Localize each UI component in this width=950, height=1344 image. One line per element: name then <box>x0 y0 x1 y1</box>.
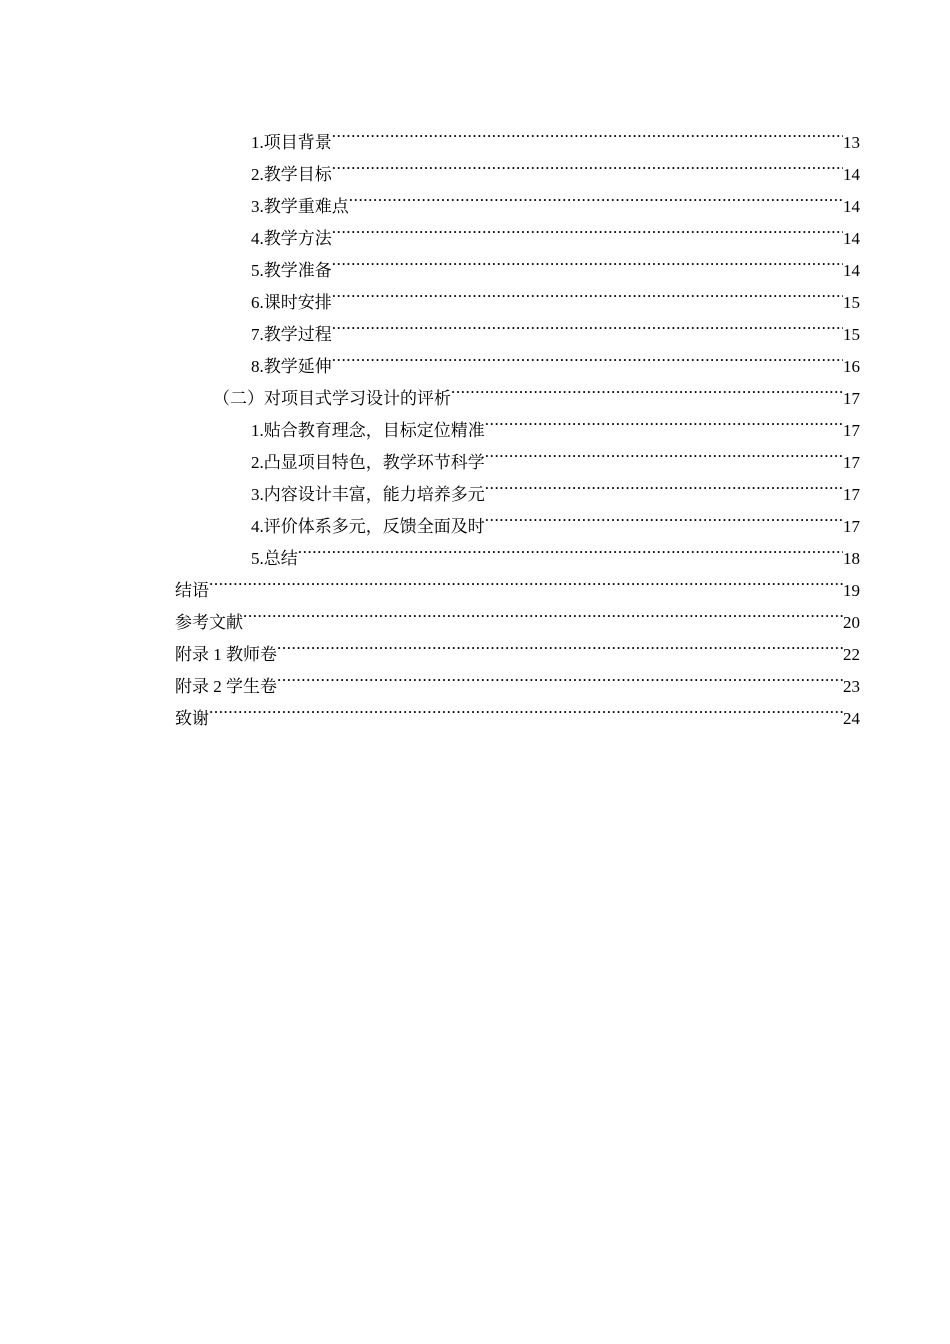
toc-dot-leader <box>485 500 843 532</box>
toc-entry-title: 参考文献 <box>175 613 243 632</box>
toc-entry-title: 1.贴合教育理念，目标定位精准 <box>251 421 485 440</box>
toc-entry-page: 15 <box>843 319 860 351</box>
toc-entry[interactable] <box>175 596 860 632</box>
toc-dot-leader <box>485 468 843 500</box>
toc-dot-leader <box>349 180 843 212</box>
toc-dot-leader <box>209 692 843 724</box>
toc-entry-title: 致谢 <box>175 709 209 728</box>
toc-entry-page: 17 <box>843 447 860 479</box>
toc-dot-leader <box>332 244 843 276</box>
toc-entry-page: 14 <box>843 223 860 255</box>
toc-entry-title: 附录 2 学生卷 <box>175 677 277 696</box>
toc-entry-page: 16 <box>843 351 860 383</box>
toc-entry-title: 2.教学目标 <box>251 165 332 184</box>
toc-entry-page: 17 <box>843 511 860 543</box>
toc-dot-leader <box>332 212 843 244</box>
toc-dot-leader <box>332 308 843 340</box>
toc-dot-leader <box>209 564 843 596</box>
toc-entry-title: 结语 <box>175 581 209 600</box>
toc-dot-leader <box>277 628 843 660</box>
toc-dot-leader <box>332 116 843 148</box>
toc-dot-leader <box>485 436 843 468</box>
toc-dot-leader <box>332 340 843 372</box>
toc-entry-page: 15 <box>843 287 860 319</box>
toc-entry-page: 17 <box>843 415 860 447</box>
toc-dot-leader <box>298 532 843 564</box>
toc-entry-page: 18 <box>843 543 860 575</box>
toc-entry-page: 23 <box>843 671 860 703</box>
toc-entry-page: 20 <box>843 607 860 639</box>
toc-entry-title: 4.评价体系多元，反馈全面及时 <box>251 517 485 536</box>
toc-entry-title: 附录 1 教师卷 <box>175 645 277 664</box>
toc-entry-title: 3.内容设计丰富，能力培养多元 <box>251 485 485 504</box>
toc-entry-page: 22 <box>843 639 860 671</box>
toc-entry-page: 17 <box>843 383 860 415</box>
toc-entry[interactable] <box>175 692 860 728</box>
toc-entry-page: 17 <box>843 479 860 511</box>
toc-entry[interactable] <box>175 628 860 664</box>
toc-dot-leader <box>485 404 843 436</box>
toc-entry-title: 5.教学准备 <box>251 261 332 280</box>
toc-entry-title: 3.教学重难点 <box>251 197 349 216</box>
toc-entry-title: 8.教学延伸 <box>251 357 332 376</box>
toc-entry-page: 13 <box>843 127 860 159</box>
toc-entry-title: 5.总结 <box>251 549 298 568</box>
table-of-contents <box>175 116 860 728</box>
toc-entry[interactable] <box>175 660 860 696</box>
toc-entry-title: 7.教学过程 <box>251 325 332 344</box>
toc-dot-leader <box>277 660 843 692</box>
toc-entry-title: 6.课时安排 <box>251 293 332 312</box>
toc-entry-page: 19 <box>843 575 860 607</box>
toc-dot-leader <box>451 372 843 404</box>
toc-entry-title: 4.教学方法 <box>251 229 332 248</box>
toc-dot-leader <box>243 596 843 628</box>
toc-entry-page: 14 <box>843 159 860 191</box>
toc-entry[interactable] <box>175 116 860 152</box>
toc-entry-title: 2.凸显项目特色，教学环节科学 <box>251 453 485 472</box>
toc-dot-leader <box>332 148 843 180</box>
toc-entry-title: 1.项目背景 <box>251 133 332 152</box>
toc-entry-page: 24 <box>843 703 860 735</box>
toc-dot-leader <box>332 276 843 308</box>
toc-entry-page: 14 <box>843 191 860 223</box>
toc-entry-title: （二）对项目式学习设计的评析 <box>213 389 451 408</box>
toc-entry-page: 14 <box>843 255 860 287</box>
toc-entry[interactable] <box>175 564 860 600</box>
